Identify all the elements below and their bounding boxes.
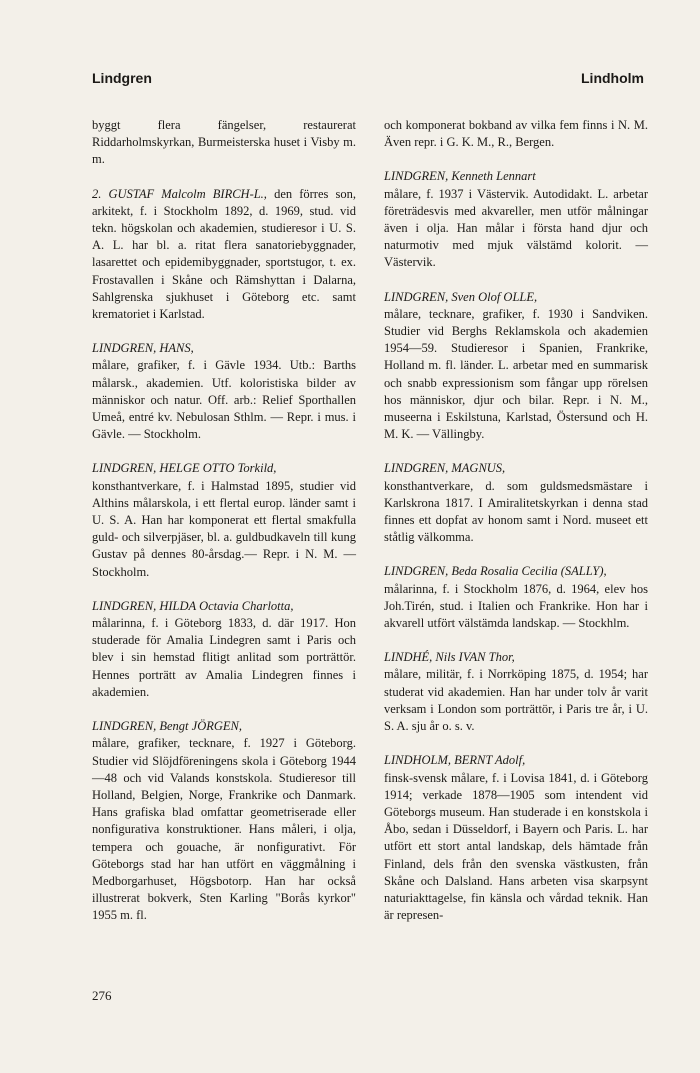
entry-helge-lindgren xyxy=(92,460,356,580)
entry-ivan-lindhe xyxy=(384,649,648,735)
entry-text: och komponerat bokband av vilka fem finns i N. M. Även repr. i G. K. M., R., Bergen. xyxy=(384,118,648,150)
entry-headword: LINDGREN, Sven Olof OLLE, xyxy=(384,289,538,304)
entry-jorgen-lindgren xyxy=(92,718,356,924)
header-left-word: Lindgren xyxy=(92,70,152,86)
entry-hilda-lindgren xyxy=(92,598,356,701)
entry-headword: LINDGREN, MAGNUS, xyxy=(384,461,506,476)
left-column xyxy=(92,117,356,942)
right-column xyxy=(384,117,648,941)
entry-gustaf-birch-lindgren xyxy=(92,186,356,324)
entry-bernt-lindholm xyxy=(384,752,648,924)
entry-text: byggt flera fängelser, restaurerat Riddarholmskyrkan, Burmeisterska huset i Visby m. m. xyxy=(92,118,356,167)
entry-text: finsk-svensk målare, f. i Lovisa 1841, d. i Göteborg 1914; verkade 1878—1905 som intendent vid Göteborgs museum. Han studerade i en konstskola i Åbo, sedan i Düsseldorf, i Bayern och Paris. L. har utfört ett stort antal landskap, dels hämtade från Finland, dels från den svenska västkusten, från Skåne och Dalsland. Hans arbeten visa skarpsynt naturiakttagelse, fin känsla och vårdad teknik. Han är represen- xyxy=(384,770,648,923)
entry-text: målarinna, f. i Stockholm 1876, d. 1964, elev hos Joh.Tirén, stud. i Italien och Frankrike. Hon har i akvarell utfört välstämda landskap. — Stockhlm. xyxy=(384,581,648,631)
entry-text: målare, grafiker, f. i Gävle 1934. Utb.: Barths målarsk., akademien. Utf. koloristiska bilder av människor och natur. Off. arb.: Relief Sporthallen Umeå, entré kv. Nebulosan Sthlm. — Repr. i mus. i Gävle. — Stockholm. xyxy=(92,358,356,442)
entry-continuation xyxy=(384,117,648,151)
entry-headword: LINDGREN, Beda Rosalia Cecilia (SALLY), xyxy=(384,564,607,579)
entry-text: målarinna, f. i Göteborg 1833, d. där 1917. Hon studerade för Amalia Lindegren samt i Paris och blev i sin hemstad flitigt anlitad som porträttör. Hennes porträtt av Amalia Lindegren finnes i akademien. xyxy=(92,616,356,699)
entry-text: målare, grafiker, tecknare, f. 1927 i Göteborg. Studier vid Slöjdföreningens skola i Göteborg 1944—48 och vid Valands konstskola. Studieresor till Holland, Belgien, Norge, Frankrike och Danmark. Hans grafiska blad omfattar geometriserade eller nonfigurativa konstruktioner. Hans måleri, i olja, tempera och gouache, är nonfigurativt. För Göteborgs stad har han utfört en väggmålning i Medborgarhuset, Högsbotorp. Han har också illustrerat bokverk, Sten Karling "Borås kyrkor" 1955 m. fl. xyxy=(92,736,356,923)
running-header xyxy=(92,70,644,86)
entry-continuation xyxy=(92,117,356,169)
entry-olle-lindgren xyxy=(384,289,648,444)
entry-kenneth-lindgren xyxy=(384,168,648,271)
entry-magnus-lindgren xyxy=(384,460,648,546)
entry-text: målare, f. 1937 i Västervik. Autodidakt. L. arbetar företrädesvis med akvareller, men utför målningar även i olja. Han målar i första hand djur och naturmotiv med mjuk välstämd kolorit. — Västervik. xyxy=(384,186,648,270)
entry-text: målare, militär, f. i Norrköping 1875, d. 1954; har studerat vid akademien. Han har under tolv år varit verksam i London som porträttör, i Paris tre år, i U. S. A. sju år o. s. v. xyxy=(384,667,648,734)
entry-text: konsthantverkare, f. i Halmstad 1895, studier vid Althins målarskola, i ett flertal europ. länder samt i U. S. A. Han har komponerat ett flertal smakfulla guld- och silverpjäser, bl. a. guldbudkaveln till kung Gustav på dennes 80-årsdag.— Repr. i N. M. — Stockholm. xyxy=(92,478,356,579)
entry-text: målare, tecknare, grafiker, f. 1930 i Sandviken. Studier vid Berghs Reklamskola och akademien 1954—59. Studieresor i Spanien, Frankrike, Holland m. fl. länder. L. arbetar med en summarisk och snabb expressionism som fångar upp rörelsen hos människor, djur och bilar. Repr. i N. M., museerna i Eskilstuna, Karlstad, Östersund och H. M. K. — Vällingby. xyxy=(384,306,648,442)
entry-text: den förres son, arkitekt, f. i Stockholm 1892, d. 1969, stud. vid tekn. högskolan och akademien, studieresor i U. S. A. L. har bl. a. ritat flera sanatoriebyggnader, lasarettet och epidemibyggnader, sportstugor, t. ex. Frostavallen i Skåne och Rämshyttan i Dalarna, Sahlgrenska sjukhuset i Göteborg etc. samt krematoriet i Karlstad. xyxy=(92,186,356,322)
entry-hans-lindgren xyxy=(92,340,356,443)
page-number: 276 xyxy=(92,988,112,1003)
entry-headword: LINDHÉ, Nils IVAN Thor, xyxy=(384,650,515,665)
header-right-word: Lindholm xyxy=(581,70,644,86)
entry-text: konsthantverkare, d. som guldsmedsmästare i Karlskrona 1817. I Amiralitetskyrkan i denna stad finnes ett dopfat av honom samt i Nord. museet ett ståtlig välkomma. xyxy=(384,478,648,545)
entry-headword: LINDHOLM, BERNT Adolf, xyxy=(384,753,526,768)
entry-headword: LINDGREN, HELGE OTTO Torkild, xyxy=(92,461,277,476)
entry-headword: LINDGREN, Kenneth Lennart xyxy=(384,169,536,184)
entry-sally-lindgren xyxy=(384,563,648,632)
entry-headword: 2. GUSTAF Malcolm BIRCH-L., xyxy=(92,186,267,201)
entry-headword: LINDGREN, Bengt JÖRGEN, xyxy=(92,719,242,734)
entry-headword: LINDGREN, HANS, xyxy=(92,341,194,356)
entry-headword: LINDGREN, HILDA Octavia Charlotta, xyxy=(92,598,294,613)
